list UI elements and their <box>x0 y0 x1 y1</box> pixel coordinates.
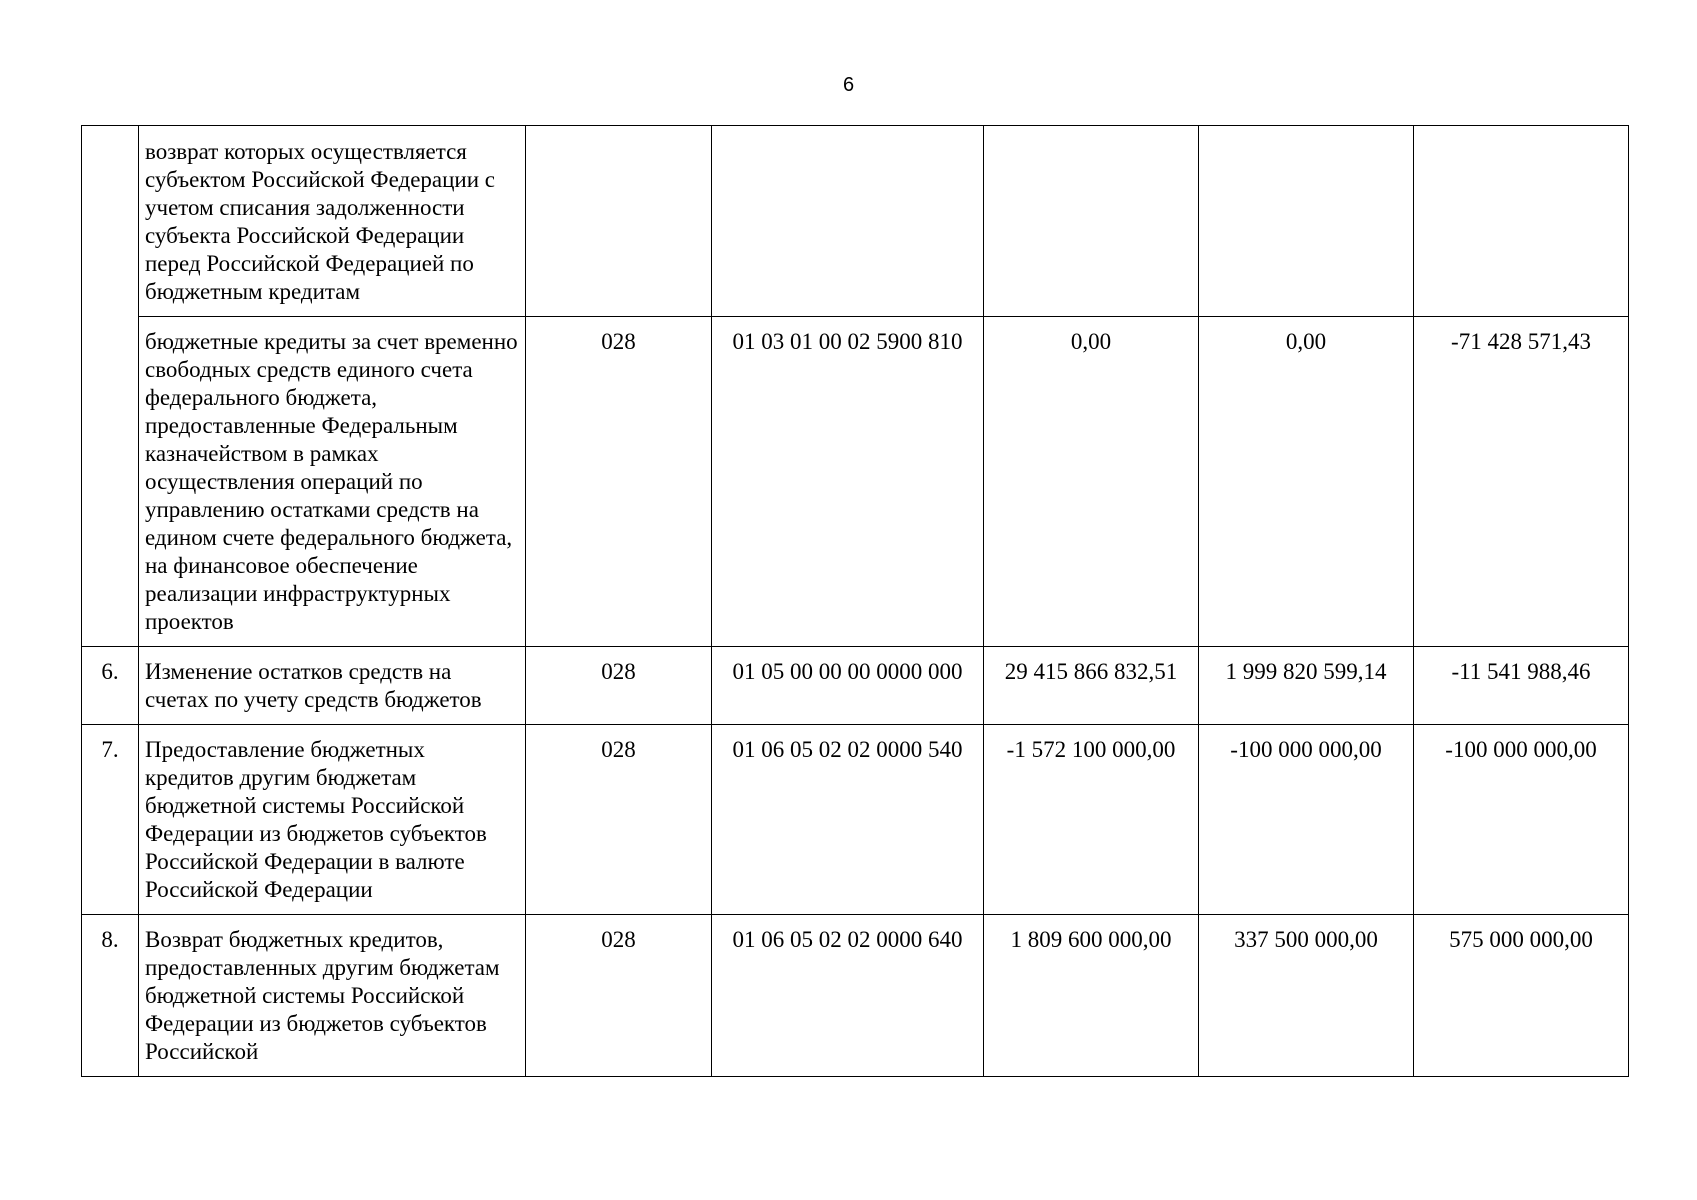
admin-code-cell: 028 <box>526 647 712 725</box>
amount-year2-cell: -100 000 000,00 <box>1199 725 1414 915</box>
amount-year1-cell: 29 415 866 832,51 <box>984 647 1199 725</box>
table-row <box>82 725 1629 915</box>
budget-classification-code-cell <box>712 126 984 317</box>
row-name-cell: Изменение остатков средств на счетах по учету средств бюджетов <box>139 647 526 725</box>
amount-year1-cell: 0,00 <box>984 317 1199 647</box>
admin-code-cell: 028 <box>526 725 712 915</box>
row-number-cell: 6. <box>82 647 139 725</box>
table-row <box>82 647 1629 725</box>
budget-classification-code-cell: 01 06 05 02 02 0000 640 <box>712 915 984 1077</box>
row-number-cell: 8. <box>82 915 139 1077</box>
row-number-cell: 7. <box>82 725 139 915</box>
budget-classification-code-cell: 01 05 00 00 00 0000 000 <box>712 647 984 725</box>
row-name-cell: Возврат бюджетных кредитов, предоставленных другим бюджетам бюджетной системы Российской Федерации из бюджетов субъектов Российской <box>139 915 526 1077</box>
table-row <box>82 317 1629 647</box>
admin-code-cell <box>526 126 712 317</box>
table-row <box>82 126 1629 317</box>
amount-year2-cell <box>1199 126 1414 317</box>
amount-year3-cell: -71 428 571,43 <box>1414 317 1629 647</box>
amount-year2-cell: 0,00 <box>1199 317 1414 647</box>
amount-year1-cell: 1 809 600 000,00 <box>984 915 1199 1077</box>
amount-year3-cell: 575 000 000,00 <box>1414 915 1629 1077</box>
table-row <box>82 915 1629 1077</box>
sources-financing-table <box>81 125 1629 1077</box>
amount-year2-cell: 337 500 000,00 <box>1199 915 1414 1077</box>
amount-year3-cell <box>1414 126 1629 317</box>
row-name-cell: бюджетные кредиты за счет временно свободных средств единого счета федерального бюджета, предоставленные Федеральным казначейством в рамках осуществления операций по управлению остатками средств на едином счете федерального бюджета, на финансовое обеспечение реализации инфраструктурных проектов <box>139 317 526 647</box>
row-name-cell: возврат которых осуществляется субъектом Российской Федерации с учетом списания задолженности субъекта Российской Федерации перед Российской Федерацией по бюджетным кредитам <box>139 126 526 317</box>
budget-classification-code-cell: 01 06 05 02 02 0000 540 <box>712 725 984 915</box>
row-name-cell: Предоставление бюджетных кредитов другим бюджетам бюджетной системы Российской Федерации из бюджетов субъектов Российской Федерации в валюте Российской Федерации <box>139 725 526 915</box>
amount-year1-cell: -1 572 100 000,00 <box>984 725 1199 915</box>
amount-year1-cell <box>984 126 1199 317</box>
amount-year2-cell: 1 999 820 599,14 <box>1199 647 1414 725</box>
amount-year3-cell: -100 000 000,00 <box>1414 725 1629 915</box>
admin-code-cell: 028 <box>526 915 712 1077</box>
admin-code-cell: 028 <box>526 317 712 647</box>
budget-classification-code-cell: 01 03 01 00 02 5900 810 <box>712 317 984 647</box>
row-number-cell <box>82 126 139 647</box>
amount-year3-cell: -11 541 988,46 <box>1414 647 1629 725</box>
page-number: 6 <box>842 74 855 96</box>
